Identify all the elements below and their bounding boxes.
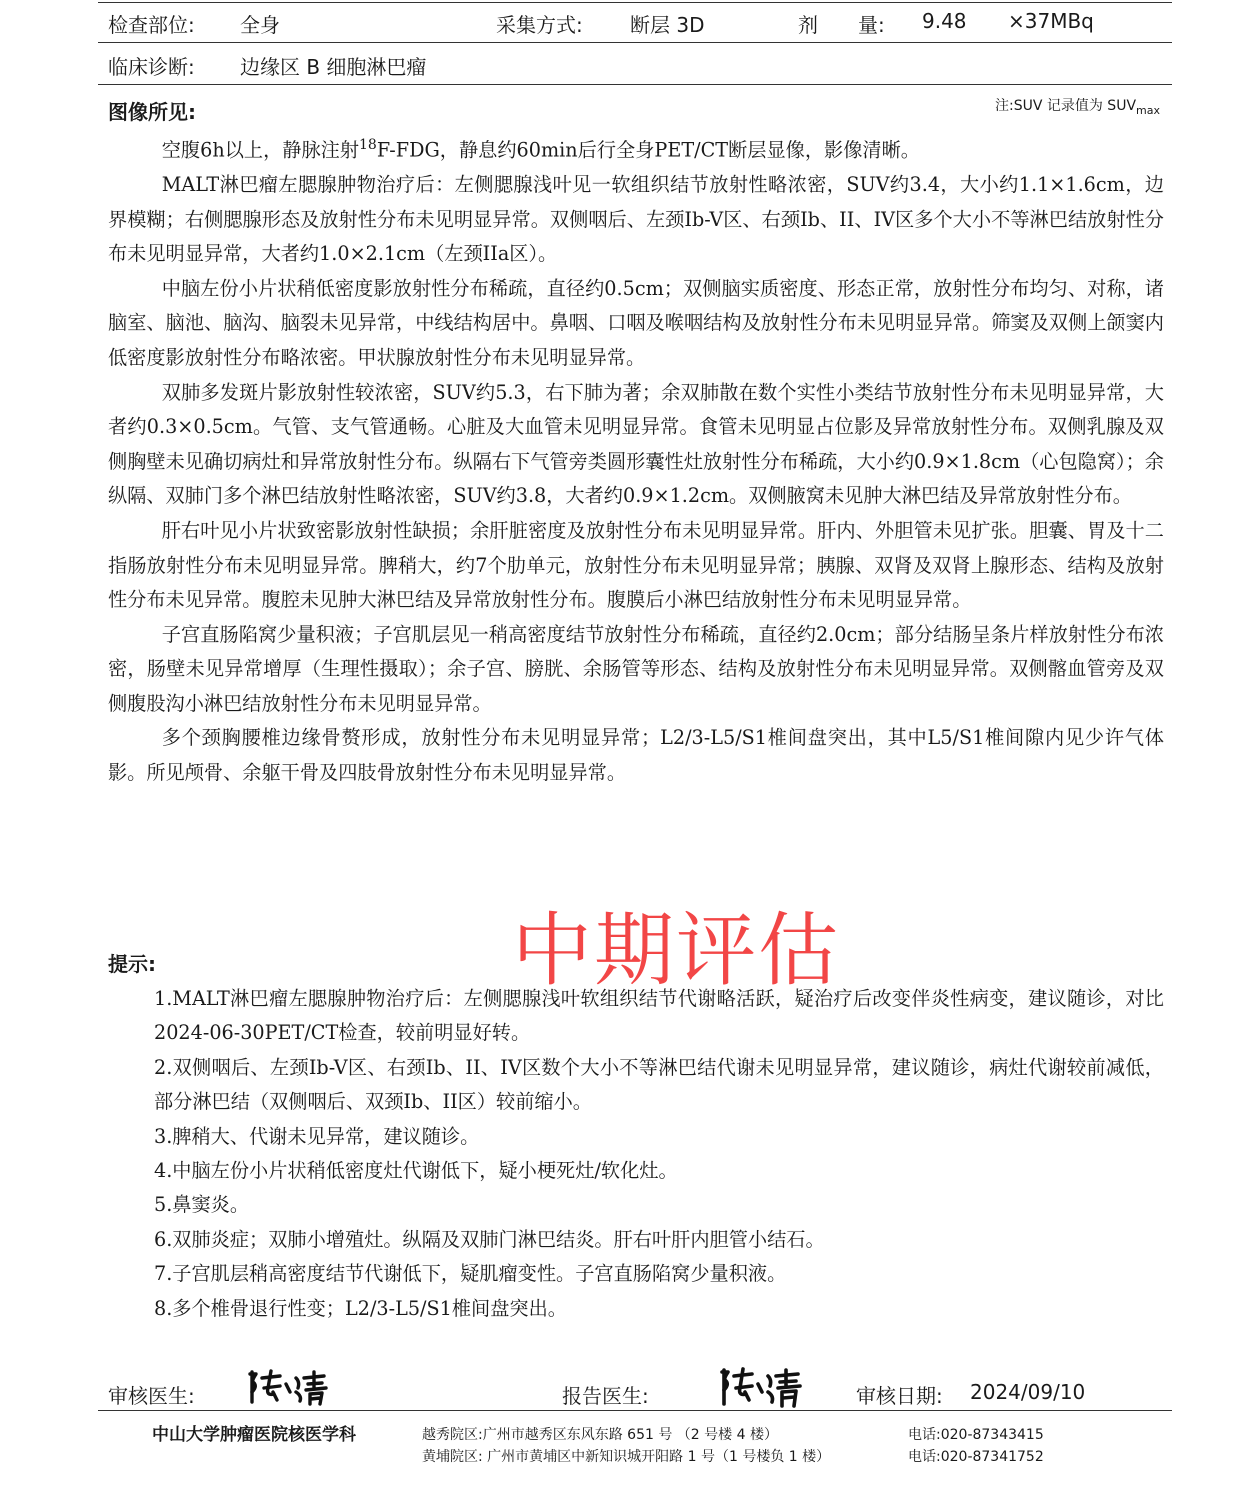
hint-item: 2.双侧咽后、左颈Ib-V区、右颈Ib、II、IV区数个大小不等淋巴结代谢未见明显异常，建议随诊，病灶代谢较前减低，部分淋巴结（双侧咽后、双颈Ib、II区）较前缩小。: [154, 1055, 1164, 1114]
findings-paragraph: 肝右叶见小片状致密影放射性缺损；余肝脏密度及放射性分布未见明显异常。肝内、外胆管未见扩张。胆囊、胃及十二指肠放射性分布未见明显异常。脾稍大，约7个肋单元，放射性分布未见明显异常；胰腺、双肾及双肾上腺形态、结构及放射性分布未见异常。腹腔未见肿大淋巴结及异常放射性分布。腹膜后小淋巴结放射性分布未见明显异常。: [108, 518, 1164, 612]
hints-list: [154, 982, 1164, 1326]
hint-item: 1.MALT淋巴瘤左腮腺肿物治疗后：左侧腮腺浅叶软组织结节代谢略活跃，疑治疗后改变伴炎性病变，建议随诊，对比2024-06-30PET/CT检查，较前明显好转。: [154, 987, 1164, 1045]
dose-unit: ×37MBq: [1008, 9, 1094, 33]
dose-value: 9.48: [922, 9, 967, 33]
findings-paragraph: 子宫直肠陷窝少量积液；子宫肌层见一稍高密度结节放射性分布稀疏，直径约2.0cm；部分结肠呈条片样放射性分布浓密，肠壁未见异常增厚（生理性摄取）；余子宫、膀胱、余肠管等形态、结构及放射性分布未见明显异常。双侧髂血管旁及双侧腹股沟小淋巴结放射性分布未见明显异常。: [108, 622, 1164, 715]
hint-item: 8.多个椎骨退行性变；L2/3-L5/S1椎间盘突出。: [154, 1296, 567, 1320]
hint-item: 4.中脑左份小片状稍低密度灶代谢低下，疑小梗死灶/软化灶。: [154, 1159, 678, 1183]
footer-rule: [98, 1410, 1172, 1411]
acquisition-label: 采集方式:: [496, 13, 583, 37]
findings-paragraph: 多个颈胸腰椎边缘骨赘形成，放射性分布未见明显异常；L2/3-L5/S1椎间盘突出，其中L5/S1椎间隙内见少许气体影。所见颅骨、余躯干骨及四肢骨放射性分布未见明显异常。: [108, 726, 1164, 785]
hints-title: 提示:: [108, 952, 156, 976]
reviewer-label: 审核医生:: [108, 1384, 195, 1408]
campus-yuexiu-phone: 电话:020-87343415: [908, 1427, 1044, 1443]
hint-item: 7.子宫肌层稍高密度结节代谢低下，疑肌瘤变性。子宫直肠陷窝少量积液。: [154, 1262, 787, 1286]
review-date-value: 2024/09/10: [970, 1380, 1086, 1404]
diagnosis-label: 临床诊断:: [108, 55, 195, 79]
findings-body: [108, 128, 1164, 791]
findings-paragraph: 空腹6h以上，静脉注射$^{18}$F-FDG，静息约60min后行全身PET/CT断层显像，影像清晰。: [161, 137, 920, 162]
review-date-label: 审核日期:: [856, 1384, 943, 1408]
findings-paragraph: 双肺多发斑片影放射性较浓密，SUV约5.3，右下肺为著；余双肺散在数个实性小类结节放射性分布未见明显异常，大者约0.3×0.5cm。气管、支气管通畅。心脏及大血管未见明显异常。食管未见明显占位影及异常放射性分布。双侧乳腺及双侧胸壁未见确切病灶和异常放射性分布。纵隔右下气管旁类圆形囊性灶放射性分布稀疏，大小约0.9×1.8cm（心包隐窝）；余纵隔、双肺门多个淋巴结放射性略浓密，SUV约3.8，大者约0.9×1.2cm。双侧腋窝未见肿大淋巴结及异常放射性分布。: [108, 380, 1164, 508]
suv-note: 注:SUV 记录值为 $SUV_{max}$: [994, 98, 1160, 117]
header-rule-2: [98, 84, 1172, 85]
top-rule: [98, 2, 1172, 3]
hint-item: 5.鼻窦炎。: [154, 1193, 250, 1217]
exam-site-label: 检查部位:: [108, 13, 195, 37]
dose-label: 剂 量:: [798, 13, 885, 37]
interim-assessment-stamp: 中期评估: [512, 904, 840, 997]
reviewer-signature: [244, 1368, 330, 1406]
hint-item: 6.双肺炎症；双肺小增殖灶。纵隔及双肺门淋巴结炎。肝右叶肝内胆管小结石。: [154, 1227, 825, 1251]
institution-name: 中山大学肿瘤医院核医学科: [152, 1425, 356, 1445]
findings-paragraph: 中脑左份小片状稍低密度影放射性分布稀疏，直径约0.5cm；双侧脑实质密度、形态正常，放射性分布均匀、对称，诸脑室、脑池、脑沟、脑裂未见异常，中线结构居中。鼻咽、口咽及喉咽结构及放射性分布未见明显异常。筛窦及双侧上颌窦内低密度影放射性分布略浓密。甲状腺放射性分布未见明显异常。: [108, 276, 1164, 369]
campus-yuexiu-address: 越秀院区:广州市越秀区东风东路 651 号 （2 号楼 4 楼）: [422, 1427, 778, 1443]
campus-huangpu-phone: 电话:020-87341752: [908, 1449, 1044, 1465]
reporter-signature: [716, 1366, 806, 1408]
findings-paragraph: MALT淋巴瘤左腮腺肿物治疗后：左侧腮腺浅叶见一软组织结节放射性略浓密，SUV约3.4，大小约1.1×1.6cm，边界模糊；右侧腮腺形态及放射性分布未见明显异常。双侧咽后、左颈Ib-V区、右颈Ib、II、IV区多个大小不等淋巴结放射性分布未见明显异常，大者约1.0×2.1cm（左颈IIa区）。: [108, 172, 1164, 266]
diagnosis-value: 边缘区 B 细胞淋巴瘤: [240, 55, 427, 79]
findings-title: 图像所见:: [108, 100, 196, 124]
campus-huangpu-address: 黄埔院区: 广州市黄埔区中新知识城开阳路 1 号（1 号楼负 1 楼）: [422, 1449, 831, 1465]
acquisition-value: 断层 3D: [630, 13, 705, 37]
exam-site-value: 全身: [240, 13, 280, 37]
reporter-label: 报告医生:: [562, 1384, 649, 1408]
hint-item: 3.脾稍大、代谢未见异常，建议随诊。: [154, 1124, 480, 1148]
header-rule-1: [98, 42, 1172, 43]
